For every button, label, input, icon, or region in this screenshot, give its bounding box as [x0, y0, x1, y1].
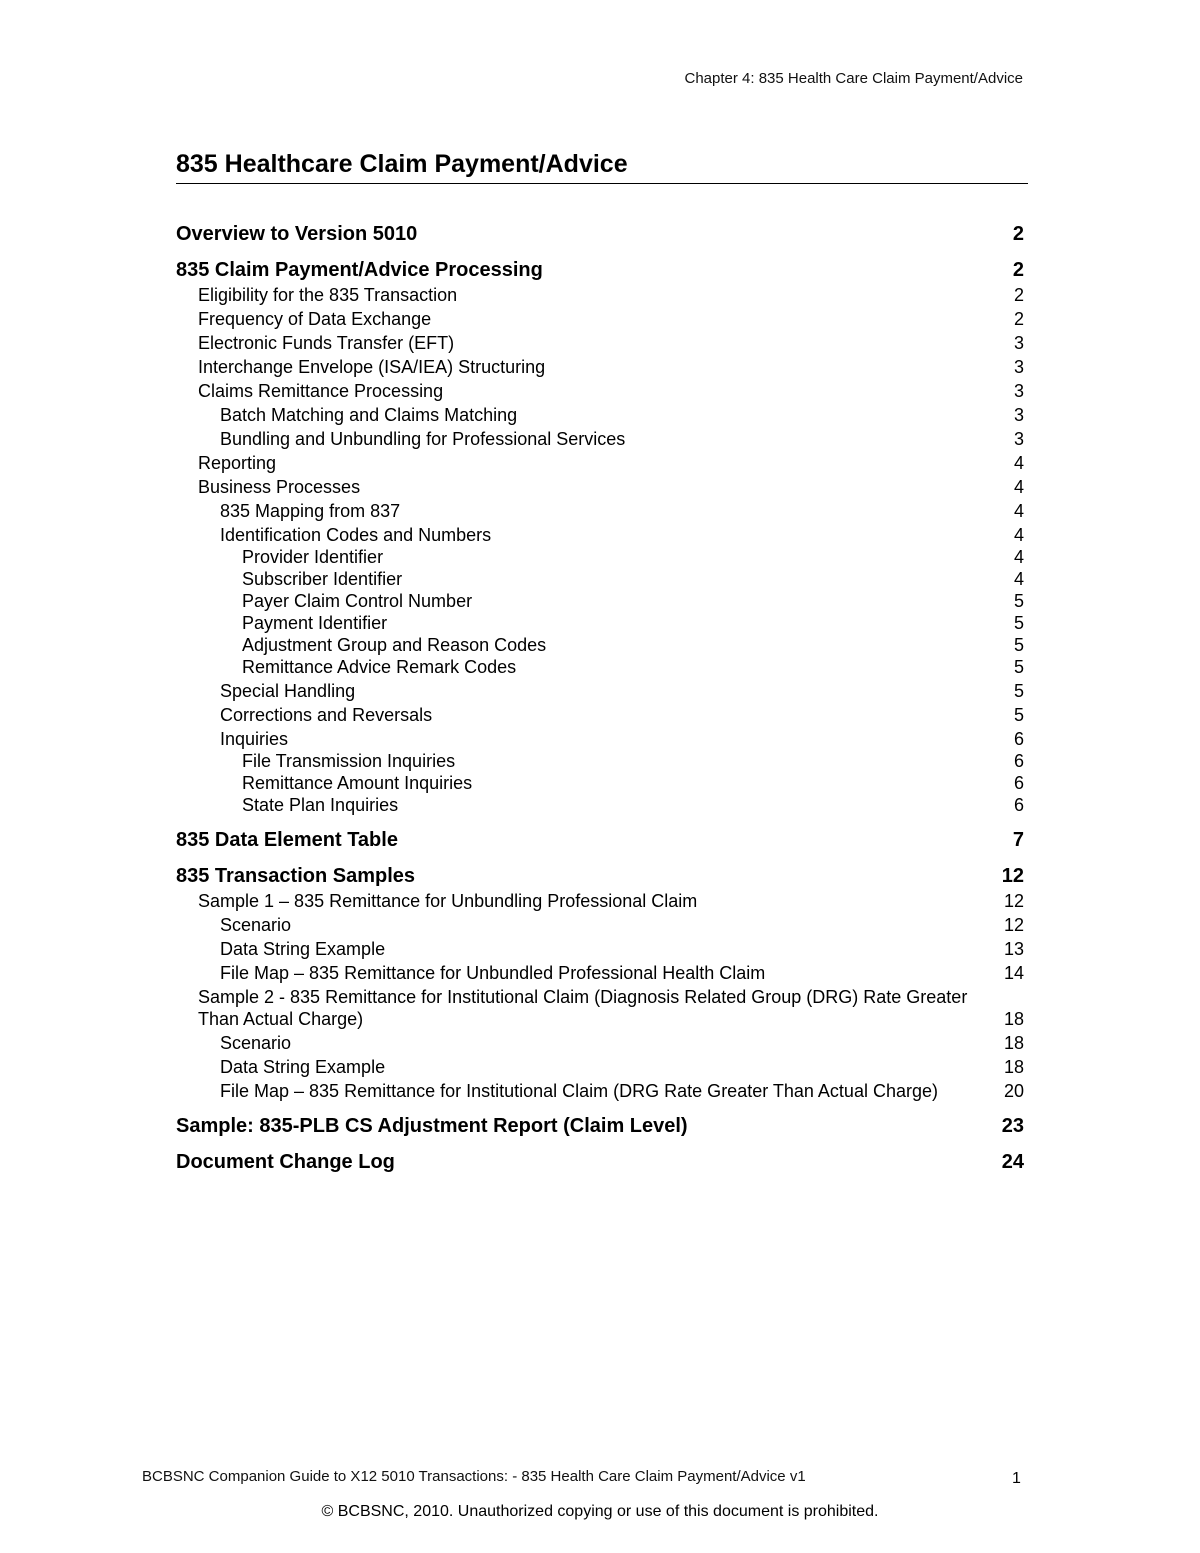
toc-entry[interactable] [176, 308, 1024, 330]
toc-entry-label: Scenario [220, 1033, 292, 1053]
toc-entry[interactable] [176, 1032, 1024, 1054]
toc-entry[interactable] [176, 568, 1024, 590]
toc-entry-label: Special Handling [220, 681, 356, 701]
toc-entry[interactable] [176, 1150, 1024, 1174]
toc-entry-page: 7 [1012, 829, 1024, 851]
toc-entry[interactable] [176, 704, 1024, 726]
footer-copyright: © BCBSNC, 2010. Unauthorized copying or use of this document is prohibited. [321, 1503, 879, 1520]
toc-entry[interactable] [176, 222, 1024, 246]
toc-entry-page: 4 [1013, 453, 1024, 473]
toc-entry-label: Reporting [198, 453, 277, 473]
toc-entry-page: 18 [1003, 1057, 1024, 1077]
toc-entry-label: Sample 1 – 835 Remittance for Unbundling Professional Claim [198, 891, 698, 911]
toc-entry-page: 13 [1003, 939, 1024, 959]
toc-entry[interactable] [176, 772, 1024, 794]
toc-entry-label: Inquiries [220, 729, 289, 749]
table-of-contents [176, 222, 1024, 1174]
toc-entry-label: 835 Mapping from 837 [220, 501, 401, 521]
toc-entry-label: File Map – 835 Remittance for Unbundled Professional Health Claim [220, 963, 766, 983]
toc-entry-label: Claims Remittance Processing [198, 381, 444, 401]
toc-entry[interactable] [176, 962, 1024, 984]
toc-entry-label: 835 Data Element Table [176, 829, 398, 851]
toc-entry[interactable] [176, 938, 1024, 960]
toc-entry[interactable] [176, 656, 1024, 678]
toc-entry-page: 3 [1013, 333, 1024, 353]
footer-page-number: 1 [1012, 1470, 1021, 1487]
toc-entry-label: Business Processes [198, 477, 361, 497]
toc-entry[interactable] [176, 524, 1024, 546]
toc-entry-label: Eligibility for the 835 Transaction [198, 285, 458, 305]
toc-entry-label: Electronic Funds Transfer (EFT) [198, 333, 455, 353]
toc-entry[interactable] [176, 404, 1024, 426]
toc-entry-label: 835 Transaction Samples [176, 865, 416, 887]
toc-entry[interactable] [176, 1056, 1024, 1078]
toc-entry-label: Payer Claim Control Number [242, 591, 473, 611]
toc-entry-label: Corrections and Reversals [220, 705, 433, 725]
toc-entry-page: 5 [1013, 613, 1024, 633]
toc-entry-page: 5 [1013, 705, 1024, 725]
toc-entry[interactable] [176, 428, 1024, 450]
toc-entry[interactable] [176, 546, 1024, 568]
toc-entry[interactable] [176, 890, 1024, 912]
toc-entry-page: 12 [1001, 865, 1024, 887]
toc-entry[interactable] [176, 590, 1024, 612]
toc-entry-label: Frequency of Data Exchange [198, 309, 432, 329]
toc-entry[interactable] [176, 284, 1024, 306]
toc-entry-page: 5 [1013, 591, 1024, 611]
toc-entry-page: 4 [1013, 569, 1024, 589]
toc-entry-label: Scenario [220, 915, 292, 935]
toc-entry-page: 6 [1013, 729, 1024, 749]
toc-entry[interactable] [176, 332, 1024, 354]
toc-entry[interactable] [176, 634, 1024, 656]
toc-entry-label: Data String Example [220, 939, 386, 959]
toc-entry-label: Remittance Amount Inquiries [242, 773, 473, 793]
toc-entry[interactable] [176, 356, 1024, 378]
toc-entry-label: Data String Example [220, 1057, 386, 1077]
toc-entry-page: 6 [1013, 795, 1024, 815]
toc-entry[interactable] [176, 680, 1024, 702]
toc-entry-label: File Transmission Inquiries [242, 751, 456, 771]
toc-entry-label: Batch Matching and Claims Matching [220, 405, 518, 425]
toc-entry-page: 12 [1003, 891, 1024, 911]
toc-entry-page: 20 [1003, 1081, 1024, 1101]
toc-entry-label: Identification Codes and Numbers [220, 525, 492, 545]
toc-entry-page: 4 [1013, 477, 1024, 497]
toc-entry-label: Overview to Version 5010 [176, 223, 418, 245]
toc-entry-label: Sample 2 - 835 Remittance for Institutional Claim (Diagnosis Related Group (DRG) Rate Greater Than Actual Charge) [198, 987, 968, 1029]
document-title: 835 Healthcare Claim Payment/Advice [176, 150, 1028, 184]
toc-entry[interactable] [176, 828, 1024, 852]
toc-entry-page: 6 [1013, 751, 1024, 771]
toc-entry[interactable] [176, 476, 1024, 498]
toc-entry-label: State Plan Inquiries [242, 795, 399, 815]
toc-entry-page: 14 [1003, 963, 1024, 983]
toc-entry-page: 3 [1013, 405, 1024, 425]
toc-entry[interactable] [176, 728, 1024, 750]
toc-entry-page: 3 [1013, 429, 1024, 449]
toc-entry-page: 6 [1013, 773, 1024, 793]
toc-entry[interactable] [176, 500, 1024, 522]
toc-entry-page: 2 [1013, 285, 1024, 305]
toc-entry-page: 23 [1001, 1115, 1024, 1137]
toc-entry[interactable] [176, 986, 1024, 1030]
toc-entry[interactable] [176, 1114, 1024, 1138]
toc-entry-page: 4 [1013, 547, 1024, 567]
toc-entry-label: 835 Claim Payment/Advice Processing [176, 259, 543, 281]
toc-entry-label: Adjustment Group and Reason Codes [242, 635, 547, 655]
toc-entry-page: 18 [1003, 1033, 1024, 1053]
toc-entry-page: 5 [1013, 657, 1024, 677]
toc-entry-page: 3 [1013, 381, 1024, 401]
toc-entry-label: Interchange Envelope (ISA/IEA) Structuring [198, 357, 546, 377]
toc-entry-page: 12 [1003, 915, 1024, 935]
toc-entry[interactable] [176, 864, 1024, 888]
toc-entry[interactable] [176, 750, 1024, 772]
footer-guide-title: BCBSNC Companion Guide to X12 5010 Transactions: - 835 Health Care Claim Payment/Advice v1 [142, 1468, 806, 1485]
toc-entry-label: Sample: 835-PLB CS Adjustment Report (Claim Level) [176, 1115, 688, 1137]
toc-entry-page: 2 [1013, 309, 1024, 329]
toc-entry-page: 18 [1003, 1009, 1024, 1029]
toc-entry-label: Provider Identifier [242, 547, 384, 567]
toc-entry-label: Document Change Log [176, 1151, 395, 1173]
toc-entry-label: File Map – 835 Remittance for Institutional Claim (DRG Rate Greater Than Actual Charge) [220, 1081, 938, 1101]
toc-entry-page: 2 [1012, 259, 1024, 281]
toc-entry[interactable] [176, 258, 1024, 282]
toc-entry-label: Remittance Advice Remark Codes [242, 657, 517, 677]
toc-entry[interactable] [176, 612, 1024, 634]
toc-entry[interactable] [176, 1080, 1024, 1102]
toc-entry-label: Payment Identifier [242, 613, 388, 633]
toc-entry[interactable] [176, 914, 1024, 936]
toc-entry[interactable] [176, 794, 1024, 816]
toc-entry-label: Bundling and Unbundling for Professional Services [220, 429, 626, 449]
toc-entry-label: Subscriber Identifier [242, 569, 403, 589]
toc-entry-page: 24 [1001, 1151, 1024, 1173]
running-header: Chapter 4: 835 Health Care Claim Payment/Advice [684, 70, 1023, 87]
toc-entry-page: 4 [1013, 525, 1024, 545]
toc-entry[interactable] [176, 452, 1024, 474]
toc-entry-page: 3 [1013, 357, 1024, 377]
toc-entry-page: 2 [1012, 223, 1024, 245]
toc-entry[interactable] [176, 380, 1024, 402]
toc-entry-page: 5 [1013, 681, 1024, 701]
toc-entry-page: 5 [1013, 635, 1024, 655]
toc-entry-page: 4 [1013, 501, 1024, 521]
